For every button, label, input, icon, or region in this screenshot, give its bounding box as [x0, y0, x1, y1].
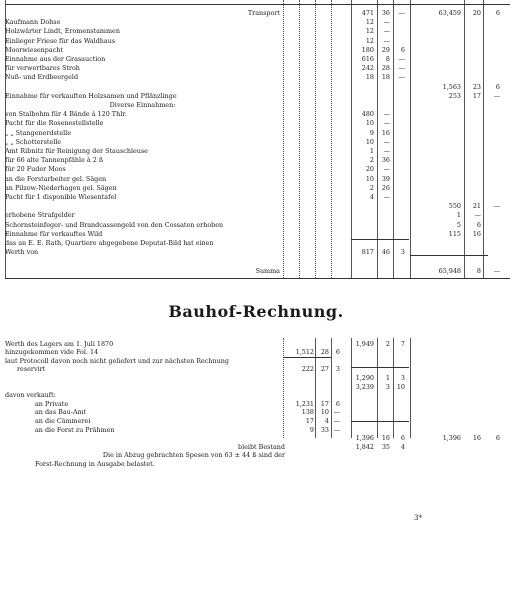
amount-cell: 1 — [369, 147, 374, 155]
amount-cell: — — [383, 147, 390, 155]
amount-cell: 1,396 — [355, 434, 374, 443]
row-label: Die in Abzug gebrachten Spesen von 63 ± 44 ß sind der — [102, 451, 285, 460]
amount-cell: 4 — [400, 442, 405, 451]
amount-cell: 2 — [385, 339, 390, 348]
row-label: reservirt — [17, 365, 46, 374]
row-label: an die Forstarbeiter gel. Sägen — [5, 174, 107, 183]
amount-cell: 1,231 — [295, 399, 314, 408]
amount-cell: 16 — [472, 229, 481, 238]
row-label: Einnahme für verkauften Holzsamen und Pflänzlinge — [5, 91, 177, 100]
amount-cell: — — [383, 137, 390, 146]
section-rule — [5, 278, 510, 279]
amount-cell: 1,563 — [442, 82, 461, 91]
amount-cell: 10 — [365, 137, 374, 146]
row-label: für 66 alte Tannenpfähle à 2 ß — [5, 156, 104, 165]
row-label: an die Cämmerei — [35, 417, 91, 425]
amount-cell: 6 — [495, 9, 500, 17]
amount-cell: 20 — [472, 9, 481, 17]
row-label: Transport — [247, 9, 280, 17]
amount-cell: 7 — [400, 339, 405, 348]
row-label: Schornsteinfeger- und Brandcassengeld von den Cossaten erhoben — [5, 220, 224, 229]
row-label: Forst-Rechnung in Ausgabe belastet. — [35, 460, 155, 468]
amount-cell: 26 — [381, 183, 390, 192]
amount-cell: 6 — [335, 399, 340, 408]
amount-cell: 46 — [381, 248, 390, 257]
amount-cell: — — [474, 211, 481, 220]
amount-cell: 33 — [320, 425, 329, 434]
amount-cell: — — [493, 266, 500, 275]
row-label: Pacht für die Rosenestellstelle — [5, 119, 104, 128]
row-label: Einnahme aus der Grasauction — [5, 55, 106, 63]
row-label: für verwertbares Stroh — [5, 64, 80, 73]
row-label: Summa — [255, 266, 280, 275]
amount-cell: 6 — [400, 45, 405, 54]
amount-cell: 1 — [456, 211, 461, 220]
amount-cell: 4 — [369, 193, 374, 201]
amount-cell: 36 — [381, 156, 390, 165]
amount-cell: 138 — [301, 408, 314, 417]
amount-cell: 2 — [369, 183, 374, 192]
amount-cell: 16 — [381, 434, 390, 443]
row-label: das an E. E. Rath, Quartiere abgegebene Deputat-Bild hat einen — [5, 239, 214, 247]
amount-cell: 6 — [495, 434, 500, 443]
row-label: davon verkauft: — [5, 391, 56, 400]
page-number: 3* — [414, 514, 422, 522]
amount-cell: 616 — [361, 55, 374, 63]
amount-cell: — — [383, 36, 390, 45]
amount-cell: 63,459 — [438, 9, 461, 17]
row-label: für 20 Fuder Moos — [5, 165, 66, 174]
amount-cell: — — [398, 73, 405, 82]
amount-cell: 550 — [448, 202, 461, 211]
amount-cell: 12 — [365, 36, 374, 45]
row-label: an Private — [35, 399, 69, 408]
row-label: Holzwärter Lindt, Eromenstammen — [5, 27, 120, 36]
amount-cell: — — [383, 193, 390, 201]
row-label: an Pilzow-Niederhagen gel. Sägen — [5, 183, 117, 192]
amount-cell: 1,949 — [355, 339, 374, 348]
amount-cell: 242 — [361, 64, 374, 73]
amount-cell: — — [398, 55, 405, 63]
amount-cell: 12 — [365, 27, 374, 36]
row-label: bleibt Bestand — [238, 442, 285, 451]
amount-cell: 23 — [472, 82, 481, 91]
amount-cell: 6 — [335, 348, 340, 357]
amount-cell: 253 — [448, 91, 461, 100]
amount-cell: 17 — [472, 91, 481, 100]
amount-cell: 29 — [381, 45, 390, 54]
amount-cell: 480 — [361, 110, 374, 119]
amount-cell: 6 — [400, 434, 405, 443]
row-label: erhobene Strafgelder — [5, 211, 75, 220]
amount-cell: 1 — [385, 374, 390, 382]
row-label: Werth von — [5, 248, 39, 257]
amount-cell: — — [383, 119, 390, 128]
amount-cell: 36 — [381, 9, 390, 17]
amount-cell: 28 — [381, 64, 390, 73]
ledger-row — [0, 459, 512, 469]
row-label: von Stalbohm für 4 Bände à 120 Thlr. — [5, 110, 127, 119]
amount-cell: 180 — [361, 45, 374, 54]
amount-cell: 10 — [396, 382, 405, 391]
row-label: laut Protocoll davon noch nicht geliefert und zur nächsten Rechnung — [5, 356, 229, 365]
amount-cell: 4 — [324, 417, 329, 425]
amount-cell: 9 — [369, 128, 374, 137]
amount-cell: 17 — [305, 417, 314, 425]
amount-cell: — — [493, 91, 500, 100]
section-title: Bauhof-Rechnung. — [168, 302, 344, 321]
row-label: Werth des Lagers am 1. Juli 1870 — [5, 339, 114, 348]
amount-cell: 21 — [472, 202, 481, 211]
amount-cell: 2 — [369, 156, 374, 165]
amount-cell: — — [493, 202, 500, 211]
amount-cell: 18 — [381, 73, 390, 82]
row-label: hinzugekommen vide Fol. 14 — [5, 348, 99, 357]
amount-cell: — — [383, 27, 390, 36]
amount-cell: 39 — [381, 174, 390, 183]
amount-cell: 6 — [495, 82, 500, 91]
row-label: Einnahme für verkauftes Wild — [5, 229, 103, 238]
row-label: an das Bau-Amt — [35, 408, 87, 417]
row-label: „ „ Stangenerdstelle — [5, 128, 71, 137]
amount-cell: — — [333, 408, 340, 417]
row-label: Diverse Einnahmen: — [109, 101, 176, 109]
amount-cell: 12 — [365, 18, 374, 27]
amount-cell: 1,512 — [295, 348, 314, 357]
amount-cell: 65,948 — [438, 266, 461, 275]
amount-cell: 10 — [365, 119, 374, 128]
row-label: Kaufmann Dohse — [5, 18, 61, 27]
amount-cell: 115 — [448, 229, 461, 238]
amount-cell: 20 — [365, 165, 374, 174]
row-label: Moorwiesenpacht — [5, 45, 63, 54]
amount-cell: — — [398, 9, 405, 17]
amount-cell: 10 — [365, 174, 374, 183]
amount-cell: 27 — [320, 365, 329, 374]
ledger-row — [0, 266, 512, 276]
amount-cell: — — [383, 165, 390, 174]
amount-cell: 5 — [456, 220, 461, 229]
amount-cell: 8 — [476, 266, 481, 275]
row-label: „ „ Schotterstelle — [5, 137, 62, 146]
amount-cell: 8 — [385, 55, 390, 63]
amount-cell: 1,290 — [355, 374, 374, 382]
amount-cell: — — [333, 417, 340, 425]
amount-cell: 222 — [301, 365, 314, 374]
amount-cell: 6 — [476, 220, 481, 229]
amount-cell: 3 — [335, 365, 340, 374]
amount-cell: 17 — [320, 399, 329, 408]
amount-cell: 1,396 — [442, 434, 461, 443]
row-label: an die Forst zu Prähmen — [35, 425, 115, 434]
amount-cell: 9 — [309, 425, 314, 434]
amount-cell: 28 — [320, 348, 329, 357]
amount-cell: 3,239 — [355, 382, 374, 391]
amount-cell: 3 — [400, 248, 405, 257]
amount-cell: — — [398, 64, 405, 73]
amount-cell: — — [383, 110, 390, 119]
amount-cell: — — [333, 425, 340, 434]
amount-cell: 16 — [472, 434, 481, 443]
amount-cell: 10 — [320, 408, 329, 417]
row-label: Amt Ribnitz für Reinigung der Stauschleuse — [5, 147, 148, 155]
amount-cell: 3 — [385, 382, 390, 391]
amount-cell: 471 — [361, 9, 374, 17]
row-label: Nuß- und Erdbeergeld — [5, 73, 79, 82]
amount-cell: — — [383, 18, 390, 27]
row-label: Einlieger Friese für das Waldhaus — [5, 36, 116, 45]
top-rule — [5, 4, 510, 5]
amount-cell: 1,842 — [355, 442, 374, 451]
amount-cell: 16 — [381, 128, 390, 137]
amount-cell: 35 — [381, 442, 390, 451]
amount-cell: 18 — [365, 73, 374, 82]
row-label: Pacht für 1 disponible Wiesentafel — [5, 193, 117, 201]
amount-cell: 817 — [361, 248, 374, 257]
amount-cell: 3 — [400, 374, 405, 382]
